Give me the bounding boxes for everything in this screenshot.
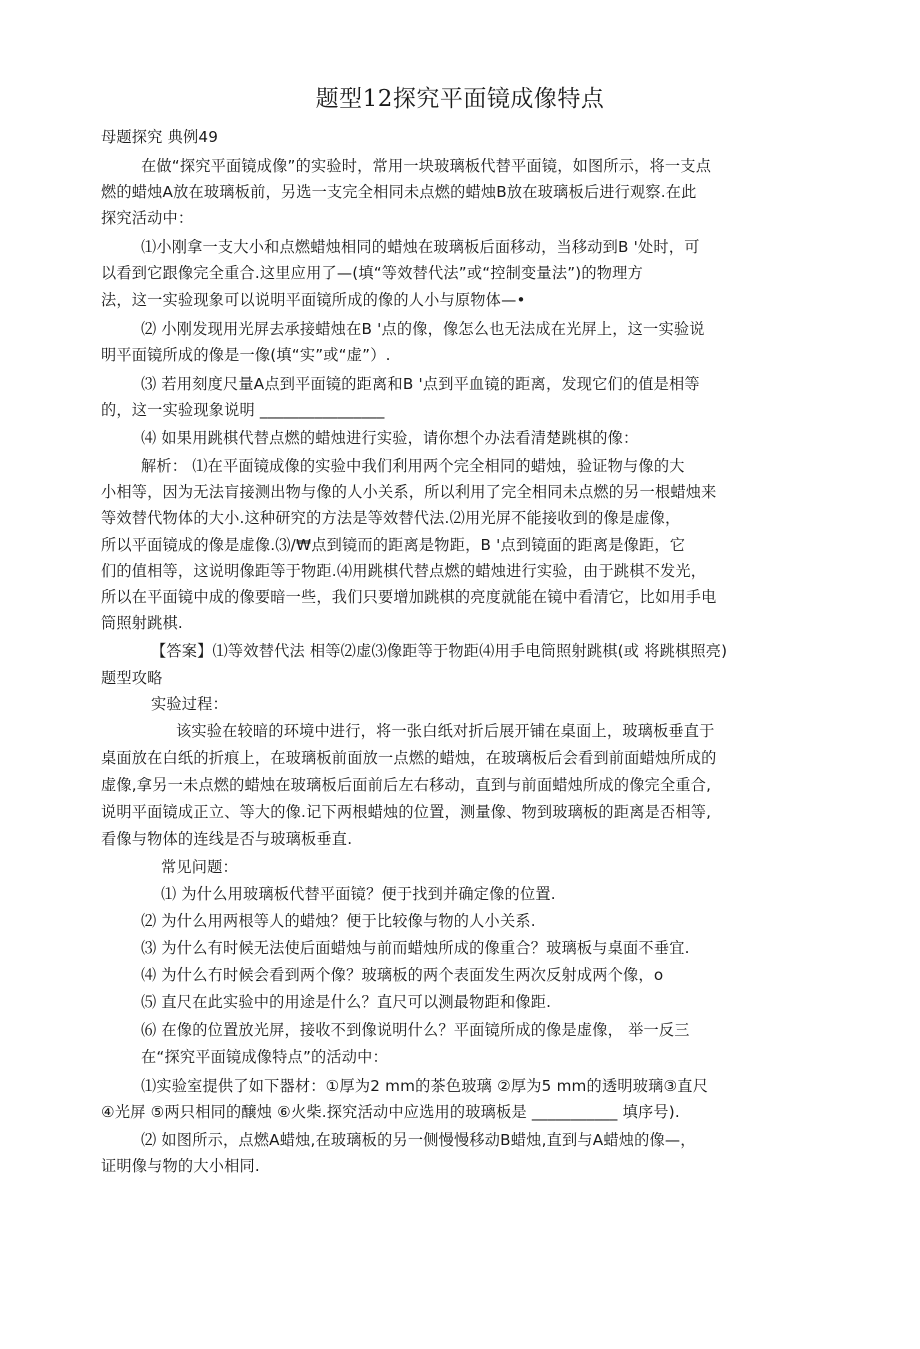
text-line: 法，这一实验现象可以说明平面镜所成的像的人小与原物体—• <box>101 291 526 309</box>
text-line: 【答案】⑴等效替代法 相等⑵虚⑶像距等于物距⑷用手电筒照射跳棋(或 将跳棋照亮) <box>151 642 728 660</box>
text-line: 解析： ⑴在平面镜成像的实验中我们利用两个完全相同的蜡烛，验证物与像的大 <box>141 457 685 475</box>
text-line: 题型攻略 <box>101 669 163 687</box>
text-line: ⑴ 为什么用玻璃板代替平面镜？便于找到并确定像的位置. <box>161 885 556 903</box>
text-line: 以看到它跟像完全重合.这里应用了—(填“等效替代法”或“控制变量法”)的物理方 <box>101 264 643 282</box>
text-line: ⑹ 在像的位置放光屏，接收不到像说明什么？平面镜所成的像是虚像， 举一反三 <box>141 1021 690 1039</box>
text-line: 燃的蜡烛A放在玻璃板前，另选一支完全相同未点燃的蜡烛B放在玻璃板后进行观察.在此 <box>101 183 697 201</box>
text-line: 所以在平面镜中成的像要暗一些，我们只要增加跳棋的亮度就能在镜中看清它，比如用手电 <box>101 588 717 606</box>
text-line: ⑷ 如果用跳棋代替点燃的蜡烛进行实验，请你想个办法看清楚跳棋的像： <box>141 429 639 447</box>
text-line: ⑴实验室提供了如下器材：①厚为2 mm的茶色玻璃 ②厚为5 mm的透明玻璃③直尺 <box>141 1077 709 1095</box>
text-line: 小相等，因为无法肓接测出物与像的人小关系，所以利用了完全相同未点燃的另一根蜡烛来 <box>101 483 717 501</box>
text-line: 常见问题： <box>161 858 238 876</box>
text-line: 桌面放在白纸的折痕上，在玻璃板前面放一点燃的蜡烛，在玻璃板后会看到前面蜡烛所成的 <box>101 749 717 767</box>
text-line: 虚像,拿另一未点燃的蜡烛在玻璃板后面前后左右移动，直到与前面蜡烛所成的像完全重合, <box>101 776 712 794</box>
text-line: 该实验在较暗的环境中进行，将一张白纸对折后展开铺在桌面上，玻璃板垂直于 <box>176 722 715 740</box>
text-line: 在“探究平面镜成像特点”的活动中： <box>141 1048 388 1066</box>
text-line: ⑴小刚拿一支大小和点燃蜡烛相同的蜡烛在玻璃板后面移动，当移动到B '处时，可 <box>141 238 700 256</box>
text-line: 等效替代物体的大小.这种研究的方法是等效替代法.⑵用光屏不能接收到的像是虚像， <box>101 509 681 527</box>
text-line: 母题探究 典例49 <box>101 128 219 146</box>
text-line: ⑶ 若用刻度尺量A点到平面镜的距离和B '点到平血镜的距离，发现它们的值是相等 <box>141 375 700 393</box>
text-line: 们的值相等，这说明像距等于物距.⑷用跳棋代替点燃的蜡烛进行实验，由于跳棋不发光， <box>101 562 707 580</box>
text-line: ④光屏 ⑤两只相同的醸烛 ⑥火柴.探究活动中应选用的玻璃板是 ___________ 填序号). <box>101 1103 680 1121</box>
text-line: 的，这一实验现象说明 ________________ <box>101 401 385 419</box>
text-line: ⑶ 为什么有时候无法使后面蜡烛与前而蜡烛所成的像重合？玻璃板与桌面不垂宜. <box>141 939 690 957</box>
text-line: 所以平面镜成的像是虚像.⑶/₩点到镜而的距离是物距，B '点到镜面的距离是像距，它 <box>101 536 686 554</box>
text-line: ⑵ 如图所示，点燃A蜡烛,在玻璃板的另一侧慢慢移动B蜡烛,直到与A蜡烛的像—， <box>141 1131 696 1149</box>
text-line: 证明像与物的大小相同. <box>101 1157 260 1175</box>
text-line: 在做“探究平面镜成像”的实验时，常用一块玻璃板代替平面镜，如图所示，将一支点 <box>141 157 712 175</box>
text-line: 筒照射跳棋. <box>101 614 183 632</box>
text-line: ⑵ 为什么用两根等人的蜡烛？便于比较像与物的人小关系. <box>141 912 536 930</box>
text-line: ⑷ 为什么冇时候会看到两个像？玻璃板的两个表面发生两次反射成两个像，o <box>141 966 664 984</box>
page-title: 题型12探究平面镜成像特点 <box>315 86 605 112</box>
text-line: 明平面镜所成的像是一像(填“实”或“虚”）. <box>101 346 391 364</box>
text-line: 看像与物体的连线是否与玻璃板垂直. <box>101 830 353 848</box>
text-line: 说明平面镜成正立、等大的像.记下两根蜡烛的位置，测量像、物到玻璃板的距离是否相等, <box>101 803 712 821</box>
text-line: ⑸ 直尺在此实验中的用途是什么？直尺可以测最物距和像距. <box>141 993 552 1011</box>
text-line: ⑵ 小刚发现用光屏去承接蜡烛在B '点的像，像怎么也无法成在光屏上，这一实验说 <box>141 320 705 338</box>
text-line: 探究活动中： <box>101 209 194 227</box>
text-line: 实验过程： <box>151 695 228 713</box>
